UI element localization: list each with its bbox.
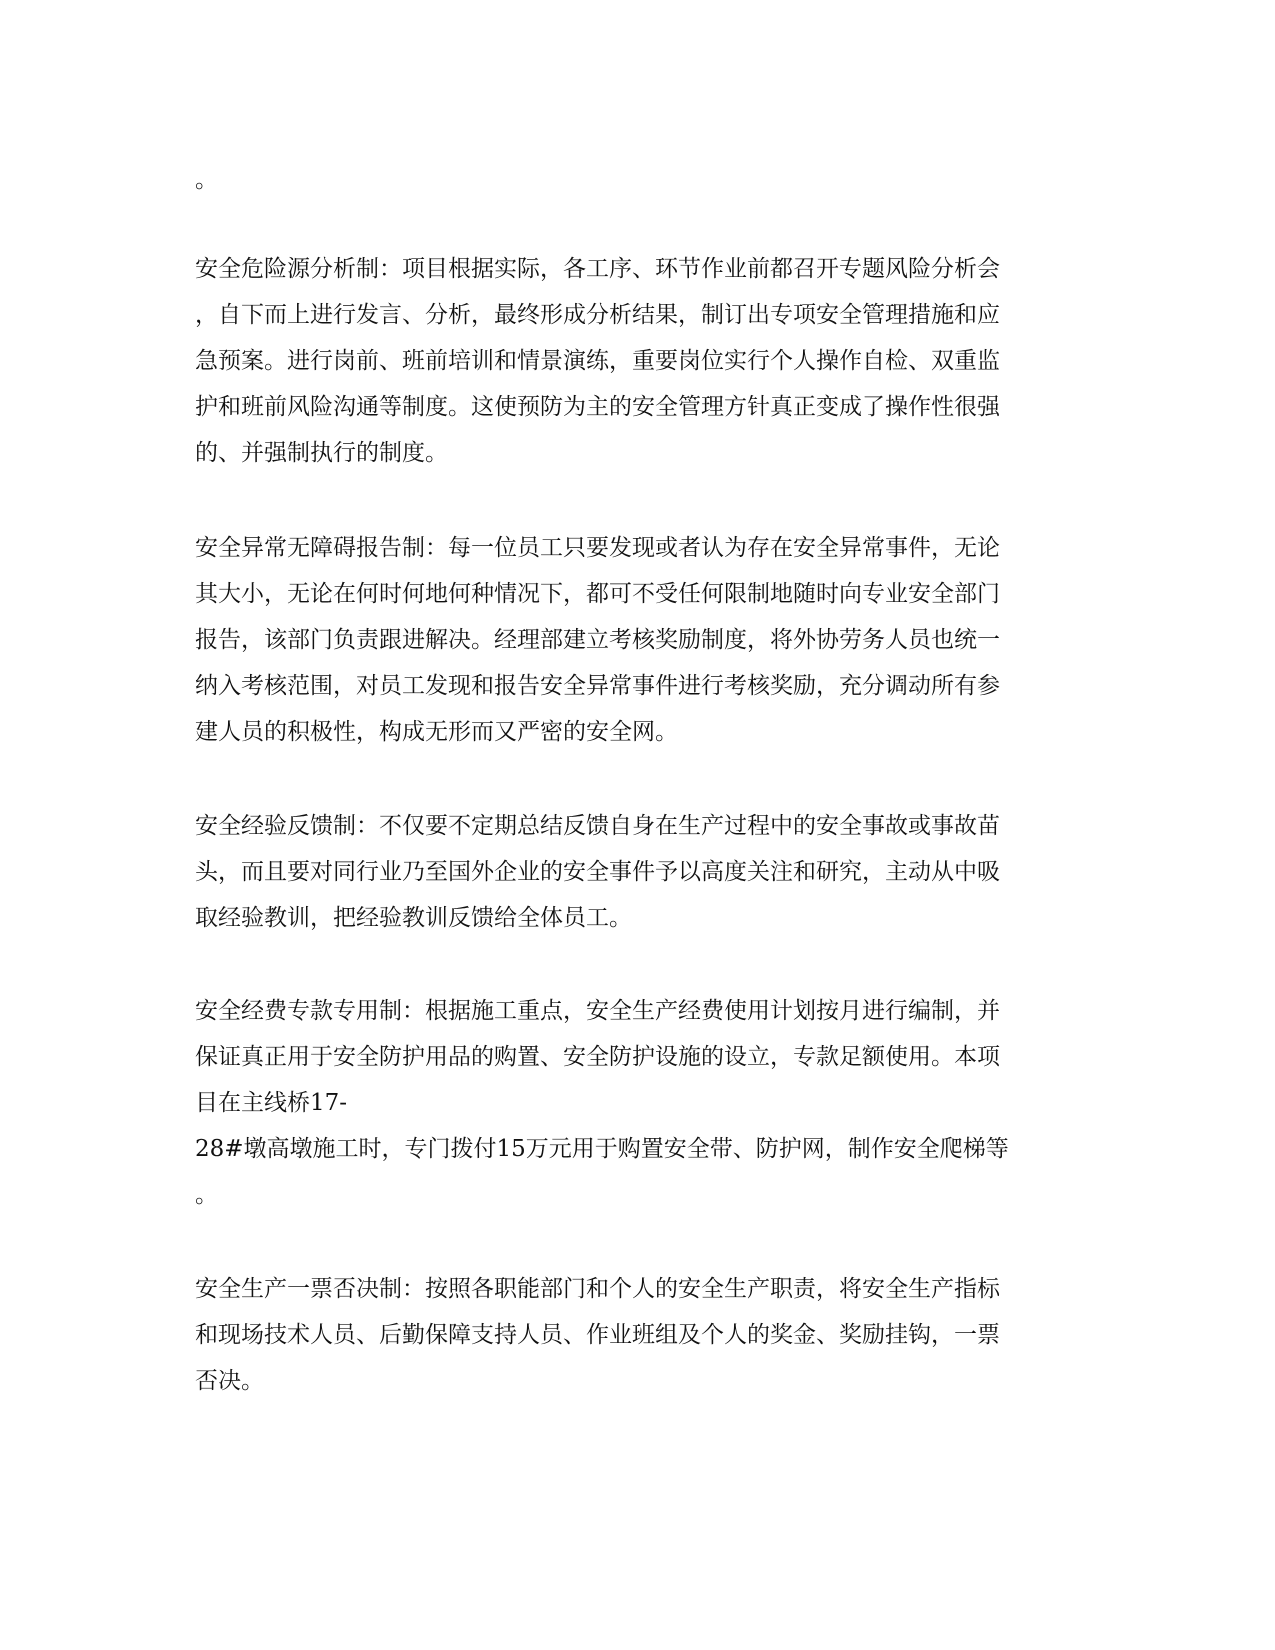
text-line: 保证真正用于安全防护用品的购置、安全防护设施的设立，专款足额使用。本项	[195, 1044, 1000, 1070]
text-line: 建人员的积极性，构成无形而又严密的安全网。	[195, 719, 678, 745]
text-line: 纳入考核范围，对员工发现和报告安全异常事件进行考核奖励，充分调动所有参	[195, 673, 1000, 699]
text-line: 的、并强制执行的制度。	[195, 440, 448, 466]
text-line: 28#墩高墩施工时，专门拨付15万元用于购置安全带、防护网，制作安全爬梯等	[195, 1136, 1009, 1162]
text-line: 护和班前风险沟通等制度。这使预防为主的安全管理方针真正变成了操作性很强	[195, 394, 1000, 420]
text-line: 和现场技术人员、后勤保障支持人员、作业班组及个人的奖金、奖励挂钩，一票	[195, 1322, 1000, 1348]
text-line: 目在主线桥17-	[195, 1090, 348, 1116]
text-line: 安全经费专款专用制：根据施工重点，安全生产经费使用计划按月进行编制，并	[195, 998, 1000, 1024]
text-line: 其大小，无论在何时何地何种情况下，都可不受任何限制地随时向专业安全部门	[195, 581, 1000, 607]
text-line: ，自下而上进行发言、分析，最终形成分析结果，制订出专项安全管理措施和应	[195, 302, 1000, 328]
text-line: 头，而且要对同行业乃至国外企业的安全事件予以高度关注和研究，主动从中吸	[195, 859, 1000, 885]
text-line: 报告，该部门负责跟进解决。经理部建立考核奖励制度，将外协劳务人员也统一	[195, 627, 1000, 653]
text-line: 急预案。进行岗前、班前培训和情景演练，重要岗位实行个人操作自检、双重监	[195, 348, 1000, 374]
text-line: 。	[195, 167, 218, 193]
text-line: 安全异常无障碍报告制：每一位员工只要发现或者认为存在安全异常事件，无论	[195, 535, 1000, 561]
text-line: 安全经验反馈制：不仅要不定期总结反馈自身在生产过程中的安全事故或事故苗	[195, 813, 1000, 839]
text-line: 安全生产一票否决制：按照各职能部门和个人的安全生产职责，将安全生产指标	[195, 1276, 1000, 1302]
text-line: 否决。	[195, 1368, 264, 1394]
text-line: 取经验教训，把经验教训反馈给全体员工。	[195, 905, 632, 931]
text-line: 。	[195, 1182, 218, 1208]
text-line: 安全危险源分析制：项目根据实际，各工序、环节作业前都召开专题风险分析会	[195, 256, 1000, 282]
